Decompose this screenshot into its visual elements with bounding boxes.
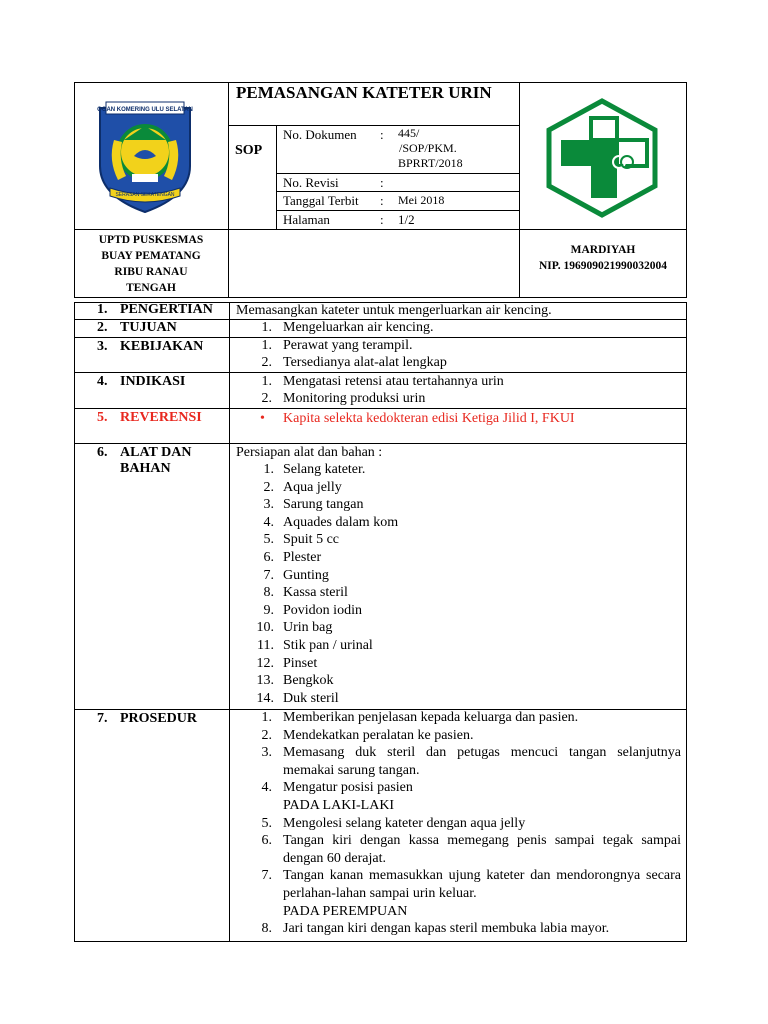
meta-colon: : (380, 212, 384, 227)
list-item: Sarung tangan (283, 497, 364, 513)
procedure-step: Mendekatkan peralatan ke pasien. (283, 727, 474, 743)
emblem-ribbon-text: SERASAN SEKATENGAN (115, 192, 175, 198)
list-number: 7. (263, 567, 274, 583)
header-row-divider (74, 229, 687, 230)
list-number: 2. (261, 391, 272, 406)
procedure-step: Memasang duk steril dan petugas mencuci tangan selanjutnya (283, 745, 681, 761)
list-number: 2. (261, 355, 272, 370)
meta-divider-2 (276, 191, 519, 192)
list-number: 1. (261, 338, 272, 353)
signatory-name: MARDIYAH (570, 244, 636, 256)
list-number: 14. (256, 690, 274, 706)
meta-divider-3 (276, 210, 519, 211)
list-number: 1. (263, 462, 274, 477)
section-number: 3. (97, 339, 108, 354)
header-divider-left (228, 82, 229, 298)
procedure-step: perlahan-lahan sampai urin keluar. (283, 886, 477, 901)
organization-name: UPTD PUSKESMAS BUAY PEMATANG RIBU RANAU TENGAH (98, 234, 204, 294)
list-item: Mengeluarkan air kencing. (283, 320, 434, 335)
list-number: 9. (263, 602, 274, 618)
list-number: 11. (257, 638, 274, 653)
procedure-step: Mengolesi selang kateter dengan aqua jelly (283, 815, 526, 831)
list-number: 12. (256, 655, 274, 671)
signatory-nip: NIP. 196909021990032004 (539, 260, 667, 272)
list-number: 3. (263, 497, 274, 513)
list-number: 5. (261, 815, 272, 831)
meta-colon: : (380, 175, 384, 190)
list-number: 4. (263, 514, 274, 530)
meta-value-halaman: 1/2 (398, 212, 415, 227)
regency-emblem-logo (96, 100, 194, 214)
meta-label-no-revisi: No. Revisi (283, 175, 339, 190)
list-number: 6. (261, 833, 272, 849)
list-number: 8. (263, 585, 274, 601)
reference-text: Kapita selekta kedokteran edisi Ketiga Jilid I, FKUI (283, 411, 575, 426)
pengertian-text: Memasangkan kateter untuk mengerluarkan air kencing. (236, 303, 552, 318)
procedure-step: PADA PEREMPUAN (283, 903, 408, 919)
list-number: 5. (263, 532, 274, 548)
list-number: 1. (261, 710, 272, 725)
list-number: 3. (261, 745, 272, 761)
section-number: 6. (97, 445, 108, 460)
bullet-icon: • (260, 411, 265, 426)
section-label-pengertian: PENGERTIAN (120, 302, 213, 317)
section-label-kebijakan: KEBIJAKAN (120, 339, 204, 354)
list-item: Monitoring produksi urin (283, 391, 426, 406)
list-item: Duk steril (283, 690, 339, 706)
list-number: 1. (261, 320, 272, 335)
list-item: Plester (283, 550, 322, 565)
section-number: 4. (97, 374, 108, 389)
meta-value-no-dokumen: 445/ /SOP/PKM. BPRRT/2018 (398, 126, 463, 170)
list-item: Perawat yang terampil. (283, 338, 413, 353)
row-divider (74, 408, 687, 409)
meta-divider-1 (276, 173, 519, 174)
puskesmas-logo (543, 98, 661, 218)
section-number: 7. (97, 711, 108, 726)
section-number: 5. (97, 410, 108, 425)
procedure-step: Tangan kanan memasukkan ujung kateter dan mendorongnya secara (283, 868, 681, 884)
list-item: Povidon iodin (283, 602, 362, 618)
section-label-reverensi: REVERENSI (120, 410, 202, 425)
list-item: Stik pan / urinal (283, 638, 373, 653)
procedure-step: dengan 60 derajat. (283, 850, 387, 866)
meta-colon: : (380, 127, 384, 142)
list-item: Pinset (283, 655, 318, 671)
section-label-indikasi: INDIKASI (120, 374, 186, 389)
list-item: Spuit 5 cc (283, 532, 339, 548)
list-item: Aqua jelly (283, 479, 342, 495)
alat-intro: Persiapan alat dan bahan : (236, 445, 383, 460)
section-number: 2. (97, 320, 108, 335)
procedure-step: PADA LAKI-LAKI (283, 798, 395, 813)
list-number: 8. (261, 921, 272, 937)
header-title-underline (228, 125, 519, 126)
list-number: 1. (261, 374, 272, 389)
list-number: 4. (261, 780, 272, 796)
meta-label-tanggal-terbit: Tanggal Terbit (283, 193, 359, 208)
meta-label-halaman: Halaman (283, 212, 330, 227)
section-number: 1. (97, 302, 108, 317)
emblem-banner-text: OGAN KOMERING ULU SELATAN (97, 107, 193, 113)
list-item: Kassa steril (283, 585, 348, 601)
signatory-block (519, 242, 687, 274)
content-column-divider (229, 302, 230, 942)
sop-divider (276, 125, 277, 229)
meta-value-tanggal-terbit: Mei 2018 (398, 193, 445, 207)
list-item: Mengatasi retensi atau tertahannya urin (283, 374, 504, 389)
list-item: Bengkok (283, 673, 334, 689)
meta-colon: : (380, 193, 384, 208)
list-item: Aquades dalam kom (283, 514, 399, 530)
page-title: PEMASANGAN KATETER URIN (236, 83, 492, 102)
sop-label: SOP (235, 143, 263, 158)
procedure-step: Memberikan penjelasan kepada keluarga dan pasien. (283, 710, 579, 725)
meta-label-no-dokumen: No. Dokumen (283, 127, 357, 142)
section-label-prosedur: PROSEDUR (120, 711, 198, 726)
list-item: Gunting (283, 567, 329, 583)
list-number: 13. (256, 673, 274, 689)
list-item: Urin bag (283, 620, 333, 636)
list-item: Selang kateter. (283, 462, 366, 477)
list-number: 2. (263, 479, 274, 495)
procedure-step: Jari tangan kiri dengan kapas steril membuka labia mayor. (283, 921, 610, 937)
list-number: 6. (263, 550, 274, 565)
procedure-step: Tangan kiri dengan kassa memegang penis sampai tegak sampai (283, 833, 681, 849)
section-label-tujuan: TUJUAN (120, 320, 177, 335)
list-item: Tersedianya alat-alat lengkap (283, 355, 447, 370)
list-number: 10. (256, 620, 274, 636)
procedure-step: Mengatur posisi pasien (283, 780, 413, 796)
section-label-alat-dan-bahan: ALAT DAN BAHAN (120, 445, 192, 476)
procedure-step: memakai sarung tangan. (283, 762, 420, 778)
list-number: 7. (261, 868, 272, 884)
list-number: 2. (261, 727, 272, 743)
